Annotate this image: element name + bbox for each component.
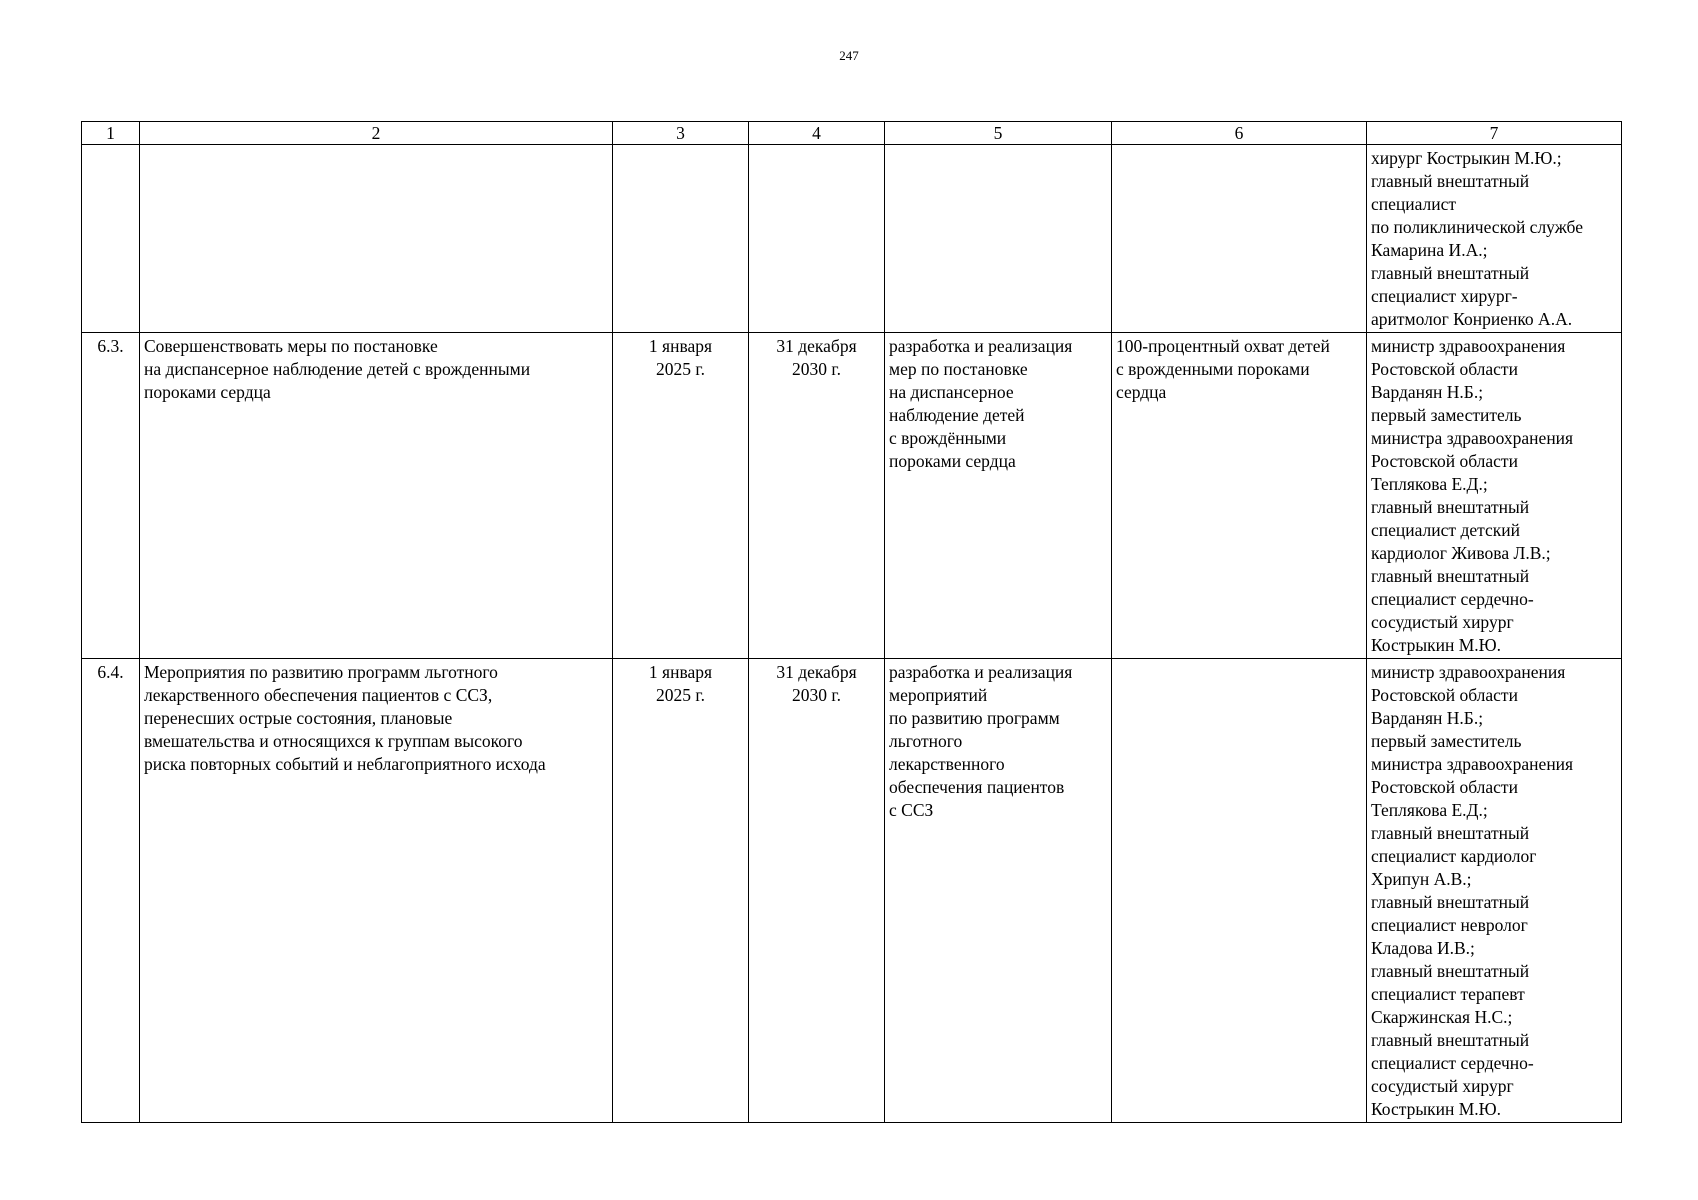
- cell-text-line: министр здравоохранения: [1371, 336, 1566, 356]
- cell-text-line: с врожденными пороками: [1116, 359, 1310, 379]
- cell-text-line: главный внештатный: [1371, 263, 1530, 283]
- cell-text-line: с ССЗ: [889, 800, 934, 820]
- indicator-cell: [1112, 145, 1367, 333]
- cell-text-line: кардиолог Живова Л.В.;: [1371, 543, 1551, 563]
- cell-text-line: на диспансерное наблюдение детей с врожденными: [144, 359, 531, 379]
- end-date-cell: [749, 659, 885, 1123]
- cell-text: 6.4.: [97, 662, 124, 682]
- table-row: [82, 145, 1622, 333]
- cell-text-line: лекарственного обеспечения пациентов с ССЗ,: [144, 685, 493, 705]
- result-description-cell: [885, 659, 1112, 1123]
- cell-text-line: Мероприятия по развитию программ льготного: [144, 662, 498, 682]
- cell-text-line: Теплякова Е.Д.;: [1371, 474, 1488, 494]
- cell-text-line: на диспансерное: [889, 382, 1014, 402]
- cell-text-line: сосудистый хирург: [1371, 612, 1514, 632]
- cell-text-line: главный внештатный: [1371, 497, 1530, 517]
- cell-text-line: разработка и реализация: [889, 336, 1073, 356]
- cell-text-line: 100-процентный охват детей: [1116, 336, 1330, 356]
- cell-text-line: специалист сердечно-: [1371, 589, 1534, 609]
- cell-text-line: перенесших острые состояния, плановые: [144, 708, 453, 728]
- cell-text-line: мероприятий: [889, 685, 988, 705]
- cell-text-line: 2030 г.: [792, 685, 841, 705]
- row-number-cell: [82, 333, 140, 659]
- responsible-persons-cell: [1367, 145, 1622, 333]
- indicator-cell: [1112, 659, 1367, 1123]
- row-number-cell: [82, 145, 140, 333]
- cell-text-line: Кострыкин М.Ю.: [1371, 635, 1502, 655]
- cell-text-line: Кострыкин М.Ю.: [1371, 1099, 1502, 1119]
- column-header-2: 2: [140, 122, 613, 145]
- cell-text-line: 1 января: [648, 336, 713, 356]
- column-header-6: 6: [1112, 122, 1367, 145]
- cell-text-line: Варданян Н.Б.;: [1371, 382, 1484, 402]
- cell-text-line: лекарственного: [889, 754, 1005, 774]
- cell-text-line: министра здравоохранения: [1371, 754, 1574, 774]
- measure-name-cell: [140, 145, 613, 333]
- cell-text-line: Варданян Н.Б.;: [1371, 708, 1484, 728]
- cell-text-line: пороками сердца: [144, 382, 271, 402]
- cell-text-line: обеспечения пациентов: [889, 777, 1065, 797]
- cell-text-line: разработка и реализация: [889, 662, 1073, 682]
- cell-text-line: сосудистый хирург: [1371, 1076, 1514, 1096]
- cell-text-line: главный внештатный: [1371, 1030, 1530, 1050]
- cell-text-line: министр здравоохранения: [1371, 662, 1566, 682]
- cell-text-line: по развитию программ: [889, 708, 1060, 728]
- column-header-4: 4: [749, 122, 885, 145]
- cell-text-line: Хрипун А.В.;: [1371, 869, 1472, 889]
- end-date-cell: [749, 145, 885, 333]
- cell-text-line: 2025 г.: [656, 685, 705, 705]
- cell-text-line: главный внештатный: [1371, 961, 1530, 981]
- cell-text-line: специалист кардиолог: [1371, 846, 1537, 866]
- cell-text-line: мер по постановке: [889, 359, 1028, 379]
- cell-text-line: 31 декабря: [776, 336, 857, 356]
- table-row: [82, 659, 1622, 1123]
- cell-text-line: первый заместитель: [1371, 731, 1522, 751]
- indicator-cell: [1112, 333, 1367, 659]
- cell-text-line: Кладова И.В.;: [1371, 938, 1475, 958]
- column-header-3: 3: [613, 122, 749, 145]
- cell-text-line: Теплякова Е.Д.;: [1371, 800, 1488, 820]
- cell-text-line: с врождёнными: [889, 428, 1007, 448]
- cell-text-line: аритмолог Конриенко А.А.: [1371, 309, 1573, 329]
- cell-text-line: риска повторных событий и неблагоприятного исхода: [144, 754, 546, 774]
- cell-text-line: 2030 г.: [792, 359, 841, 379]
- cell-text-line: 31 декабря: [776, 662, 857, 682]
- cell-text-line: специалист детский: [1371, 520, 1520, 540]
- measures-table: [81, 121, 1622, 1123]
- start-date-cell: [613, 659, 749, 1123]
- result-description-cell: [885, 145, 1112, 333]
- cell-text-line: Ростовской области: [1371, 359, 1518, 379]
- column-number-row: [82, 122, 1622, 145]
- column-header-7: 7: [1367, 122, 1622, 145]
- page-number: 247: [839, 48, 859, 63]
- cell-text-line: пороками сердца: [889, 451, 1016, 471]
- column-header-1: 1: [82, 122, 140, 145]
- end-date-cell: [749, 333, 885, 659]
- cell-text-line: льготного: [889, 731, 963, 751]
- cell-text-line: первый заместитель: [1371, 405, 1522, 425]
- measure-name-cell: [140, 659, 613, 1123]
- start-date-cell: [613, 333, 749, 659]
- cell-text-line: министра здравоохранения: [1371, 428, 1574, 448]
- cell-text-line: Скаржинская Н.С.;: [1371, 1007, 1513, 1027]
- cell-text-line: специалист сердечно-: [1371, 1053, 1534, 1073]
- cell-text-line: 1 января: [648, 662, 713, 682]
- cell-text-line: Ростовской области: [1371, 777, 1518, 797]
- cell-text-line: 2025 г.: [656, 359, 705, 379]
- cell-text-line: сердца: [1116, 382, 1167, 402]
- cell-text-line: Ростовской области: [1371, 451, 1518, 471]
- cell-text-line: наблюдение детей: [889, 405, 1025, 425]
- row-number-cell: [82, 659, 140, 1123]
- cell-text-line: специалист терапевт: [1371, 984, 1525, 1004]
- cell-text-line: главный внештатный: [1371, 171, 1530, 191]
- cell-text-line: специалист хирург-: [1371, 286, 1518, 306]
- cell-text-line: главный внештатный: [1371, 823, 1530, 843]
- measure-name-cell: [140, 333, 613, 659]
- cell-text-line: Ростовской области: [1371, 685, 1518, 705]
- responsible-persons-cell: [1367, 659, 1622, 1123]
- responsible-persons-cell: [1367, 333, 1622, 659]
- cell-text-line: главный внештатный: [1371, 892, 1530, 912]
- column-header-5: 5: [885, 122, 1112, 145]
- cell-text-line: Совершенствовать меры по постановке: [144, 336, 438, 356]
- cell-text-line: по поликлинической службе: [1371, 217, 1583, 237]
- start-date-cell: [613, 145, 749, 333]
- cell-text-line: вмешательства и относящихся к группам высокого: [144, 731, 523, 751]
- cell-text-line: хирург Кострыкин М.Ю.;: [1371, 148, 1562, 168]
- cell-text-line: главный внештатный: [1371, 566, 1530, 586]
- cell-text-line: специалист невролог: [1371, 915, 1528, 935]
- table-row: [82, 333, 1622, 659]
- result-description-cell: [885, 333, 1112, 659]
- cell-text-line: Камарина И.А.;: [1371, 240, 1488, 260]
- cell-text: 6.3.: [97, 336, 124, 356]
- cell-text-line: специалист: [1371, 194, 1457, 214]
